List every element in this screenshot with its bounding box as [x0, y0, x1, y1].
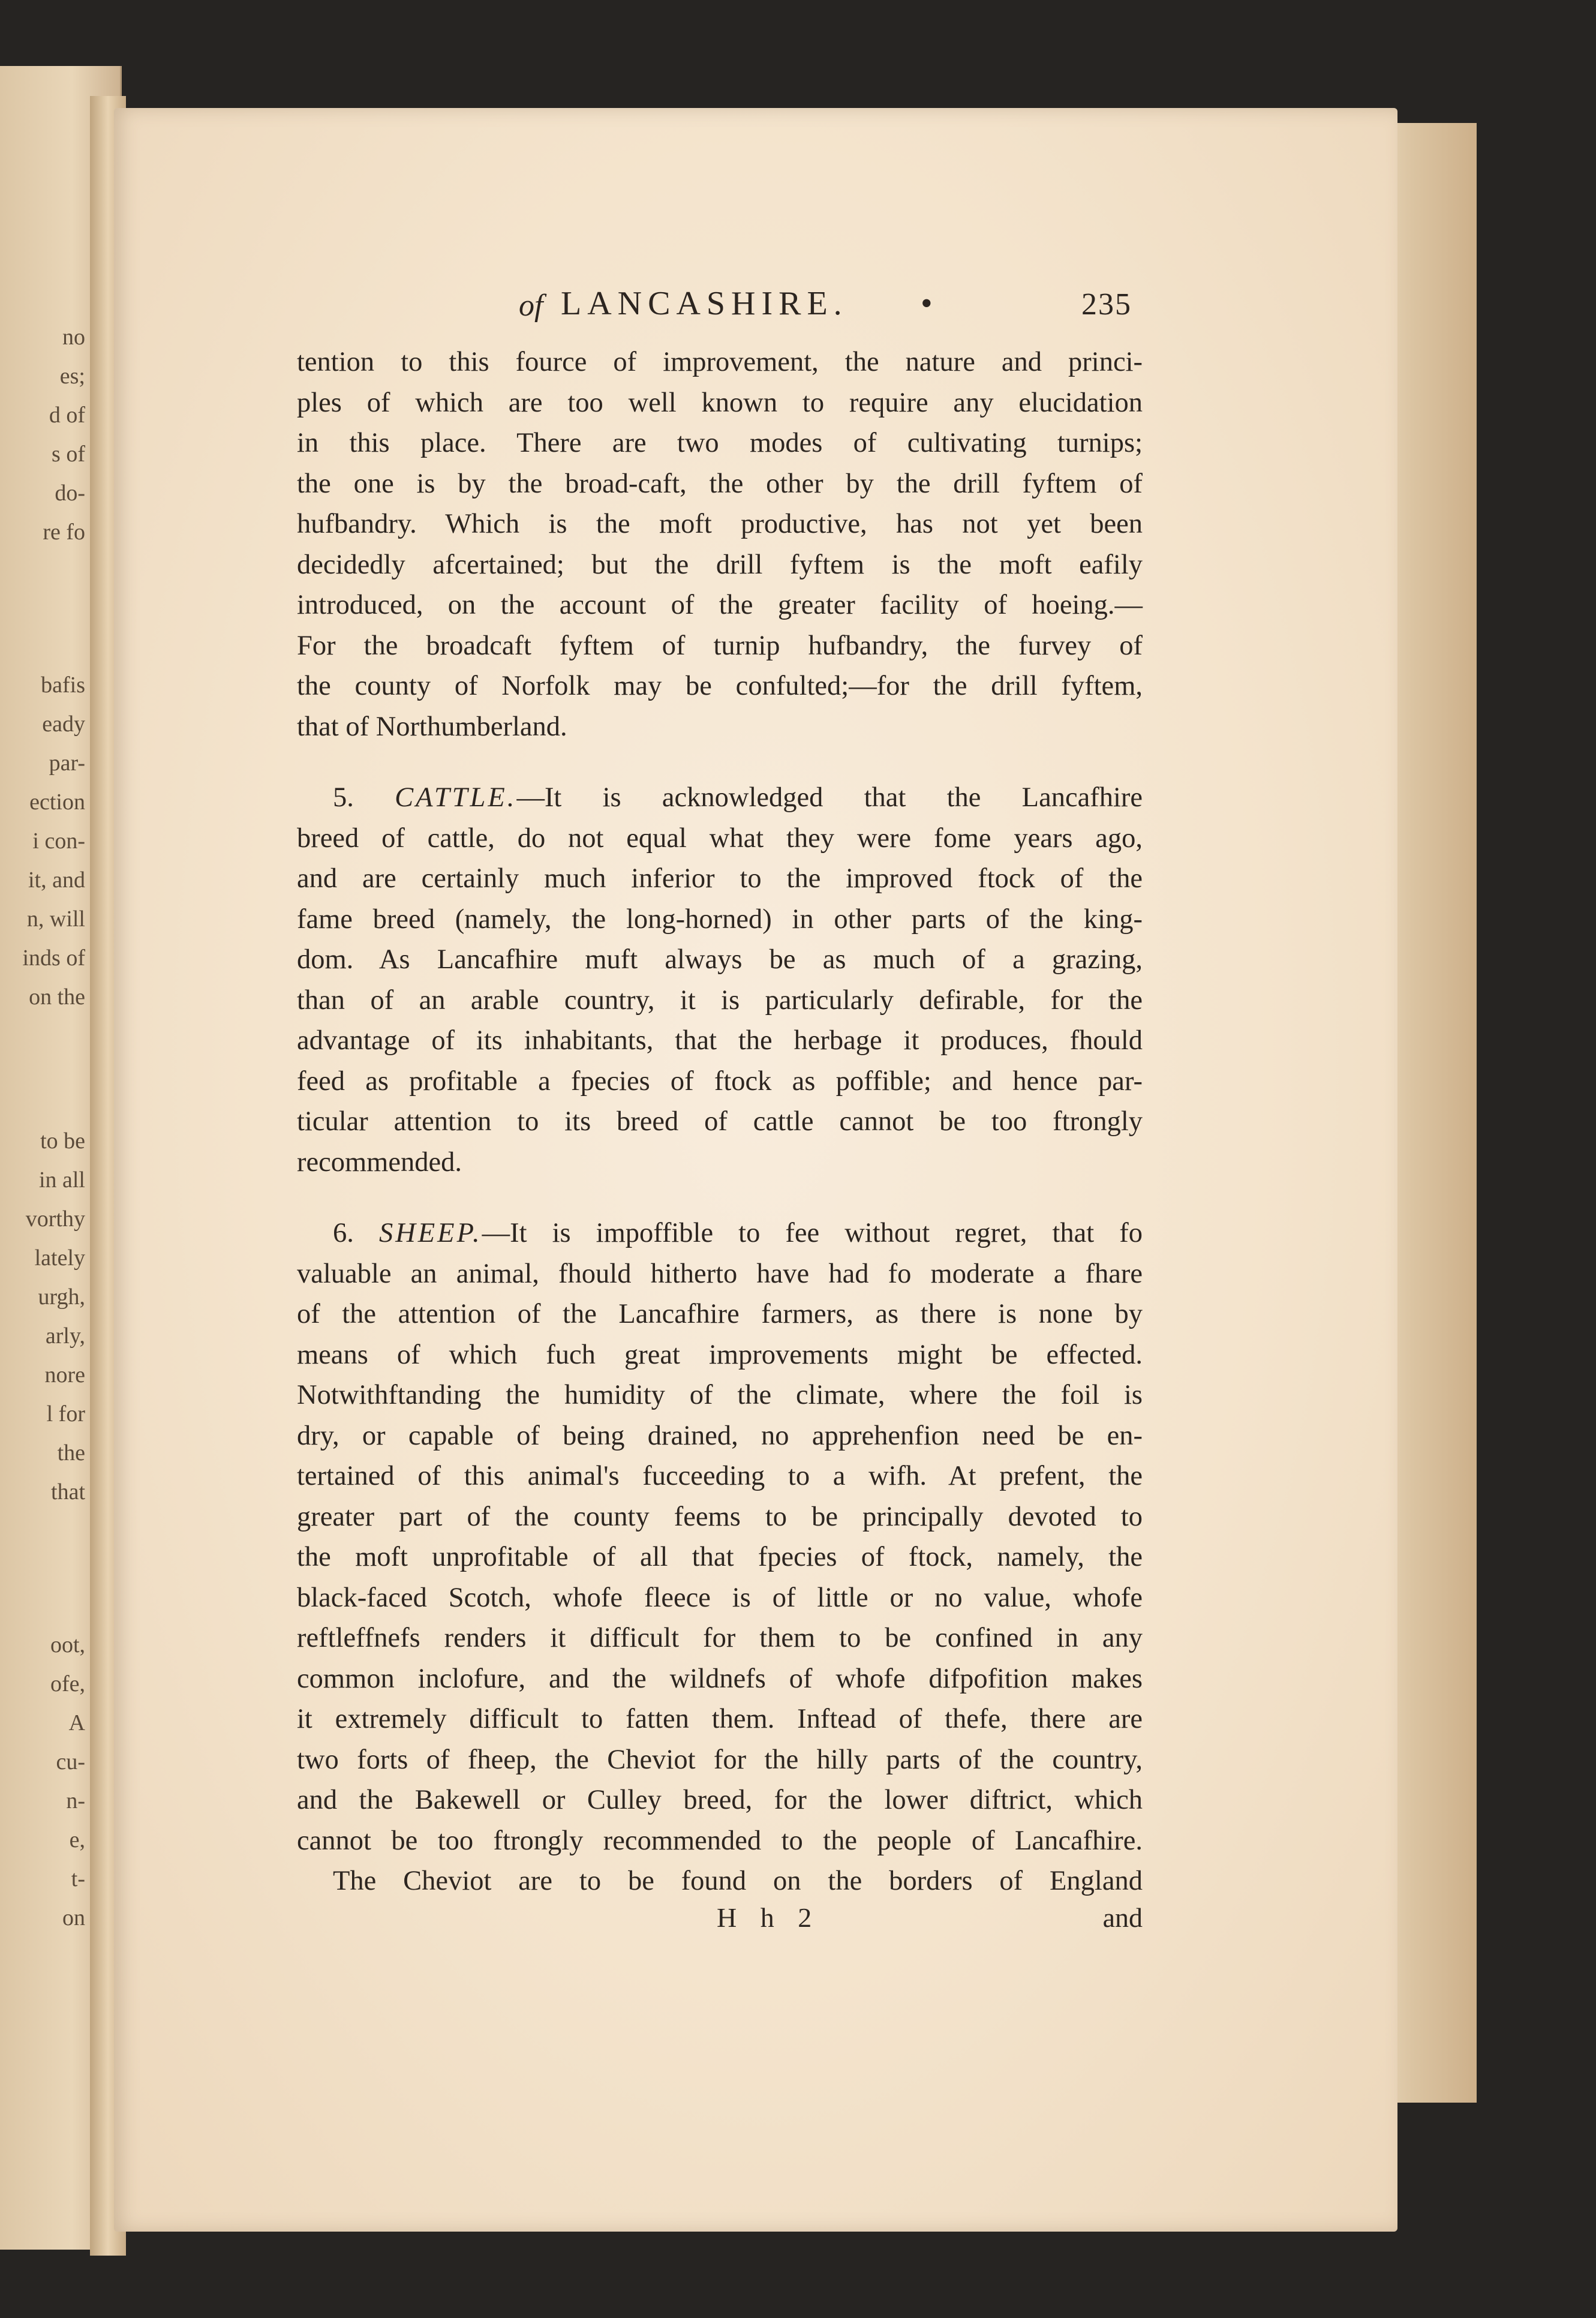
left-fragment: cu- [56, 1749, 85, 1774]
section-first-line-text: —It is impoffible to fee without regret, that fo [482, 1218, 1143, 1248]
left-fragment: i con- [32, 828, 85, 854]
text-line: means of which fuch great improvements might be effected. [297, 1339, 1143, 1370]
left-fragment: the [57, 1440, 85, 1466]
left-fragment: par- [49, 750, 85, 776]
left-fragment: vorthy [25, 1206, 85, 1232]
text-line: in this place. There are two modes of cultivating turnips; [297, 428, 1143, 458]
signature-mark: H h 2 [717, 1902, 820, 1933]
left-fragment: on the [29, 984, 85, 1010]
left-fragment: d of [49, 403, 85, 428]
text-line: it extremely difficult to fatten them. Inftead of thefe, there are [297, 1704, 1143, 1734]
page-text [297, 276, 1143, 1944]
catchword: and [1102, 1902, 1143, 1933]
left-fragment: ofe, [50, 1671, 85, 1697]
text-line: feed as profitable a fpecies of ftock as poffible; and hence par- [297, 1065, 1143, 1097]
left-fragment: A [68, 1710, 85, 1736]
text-line: tertained of this animal's fucceeding to a wifh. At prefent, the [297, 1461, 1143, 1491]
section-first-line-text: —It is acknowledged that the Lancafhire [516, 782, 1143, 813]
text-line: of the attention of the Lancafhire farmers, as there is none by [297, 1299, 1143, 1329]
text-line: introduced, on the account of the greater facility of hoeing.— [297, 590, 1143, 620]
text-line: hufbandry. Which is the moft productive, has not yet been [297, 509, 1143, 539]
left-fragment: l for [46, 1401, 85, 1427]
text-line: decidedly afcertained; but the drill fyftem is the moft eafily [297, 549, 1143, 580]
text-line: than of an arable country, it is particularly defirable, for the [297, 984, 1143, 1016]
text-line: the moft unprofitable of all that fpecies of ftock, namely, the [297, 1542, 1143, 1572]
left-page-text [0, 66, 90, 2250]
section-first-line [297, 777, 1143, 818]
text-line: the one is by the broad-caft, the other by the drill fyftem of [297, 468, 1143, 499]
left-fragment: no [62, 325, 85, 350]
left-fragment: n, will [26, 906, 85, 932]
header-prefix: of [519, 289, 543, 323]
left-fragment: nore [44, 1362, 85, 1388]
left-fragment: s of [52, 442, 85, 467]
left-fragment: inds of [22, 945, 85, 971]
text-line: ples of which are too well known to require any elucidation [297, 387, 1143, 418]
text-line: that of Northumberland. [297, 711, 567, 742]
left-fragment: in all [38, 1167, 85, 1193]
text-line: common inclofure, and the wildnefs of whofe difpofition makes [297, 1663, 1143, 1694]
section-cattle [297, 777, 1143, 1182]
left-fragment: arly, [45, 1323, 85, 1349]
paragraph-intro [297, 342, 1143, 747]
left-fragment: urgh, [38, 1284, 85, 1310]
section-number: 5. [333, 782, 354, 813]
text-line: the county of Norfolk may be confulted;—for the drill fyftem, [297, 671, 1143, 701]
section-sheep [297, 1213, 1143, 1902]
text-line: advantage of its inhabitants, that the herbage it produces, fhould [297, 1025, 1143, 1056]
left-fragment: t- [71, 1866, 85, 1891]
text-line: valuable an animal, fhould hitherto have had fo moderate a fhare [297, 1258, 1143, 1289]
left-fragment: re fo [43, 520, 85, 545]
left-fragment: ection [29, 789, 85, 815]
text-line: The Cheviot are to be found on the borders of England [333, 1866, 1143, 1896]
text-line: cannot be too ftrongly recommended to the people of Lancafhire. [297, 1825, 1143, 1856]
section-number: 6. [333, 1218, 354, 1248]
left-fragment: es; [59, 364, 85, 389]
text-line: two forts of fheep, the Cheviot for the hilly parts of the country, [297, 1744, 1143, 1775]
left-fragment: it, and [28, 867, 85, 893]
left-fragment: n- [66, 1788, 85, 1813]
text-line: ticular attention to its breed of cattle cannot be too ftrongly [297, 1106, 1143, 1137]
header-title: LANCASHIRE. [561, 285, 848, 322]
running-header [297, 276, 1143, 342]
header-mark: • [921, 285, 933, 322]
left-fragment: do- [55, 481, 85, 506]
section-heading: SHEEP. [378, 1218, 482, 1248]
left-fragment: to be [40, 1128, 85, 1154]
left-fragment: eady [42, 711, 85, 737]
text-line: For the broadcaft fyftem of turnip hufbandry, the furvey of [297, 630, 1143, 661]
text-line: breed of cattle, do not equal what they were fome years ago, [297, 822, 1143, 854]
page-number: 235 [1081, 287, 1132, 322]
text-line: recommended. [297, 1146, 462, 1178]
text-line: reftleffnefs renders it difficult for them to be confined in any [297, 1623, 1143, 1653]
left-fragment: lately [34, 1245, 85, 1271]
page-footer [297, 1902, 1143, 1944]
text-line: greater part of the county feems to be principally devoted to [297, 1501, 1143, 1532]
section-first-line [297, 1213, 1143, 1254]
text-line: fame breed (namely, the long-horned) in other parts of the king- [297, 903, 1143, 935]
left-fragment: oot, [50, 1632, 85, 1658]
section-heading: CATTLE. [395, 782, 517, 813]
text-line: dry, or capable of being drained, no apprehenfion need be en- [297, 1420, 1143, 1451]
text-line: dom. As Lancafhire muft always be as much of a grazing, [297, 944, 1143, 975]
left-fragment: e, [69, 1827, 85, 1852]
text-line: and the Bakewell or Culley breed, for the lower diftrict, which [297, 1785, 1143, 1815]
text-line: Notwithftanding the humidity of the climate, where the foil is [297, 1380, 1143, 1410]
left-fragment: bafis [41, 672, 85, 698]
text-line: and are certainly much inferior to the improved ftock of the [297, 863, 1143, 894]
text-line: black-faced Scotch, whofe fleece is of little or no value, whofe [297, 1582, 1143, 1613]
left-fragment: that [51, 1479, 85, 1505]
left-fragment: on [62, 1905, 85, 1930]
text-line: tention to this fource of improvement, the nature and princi- [297, 347, 1143, 377]
